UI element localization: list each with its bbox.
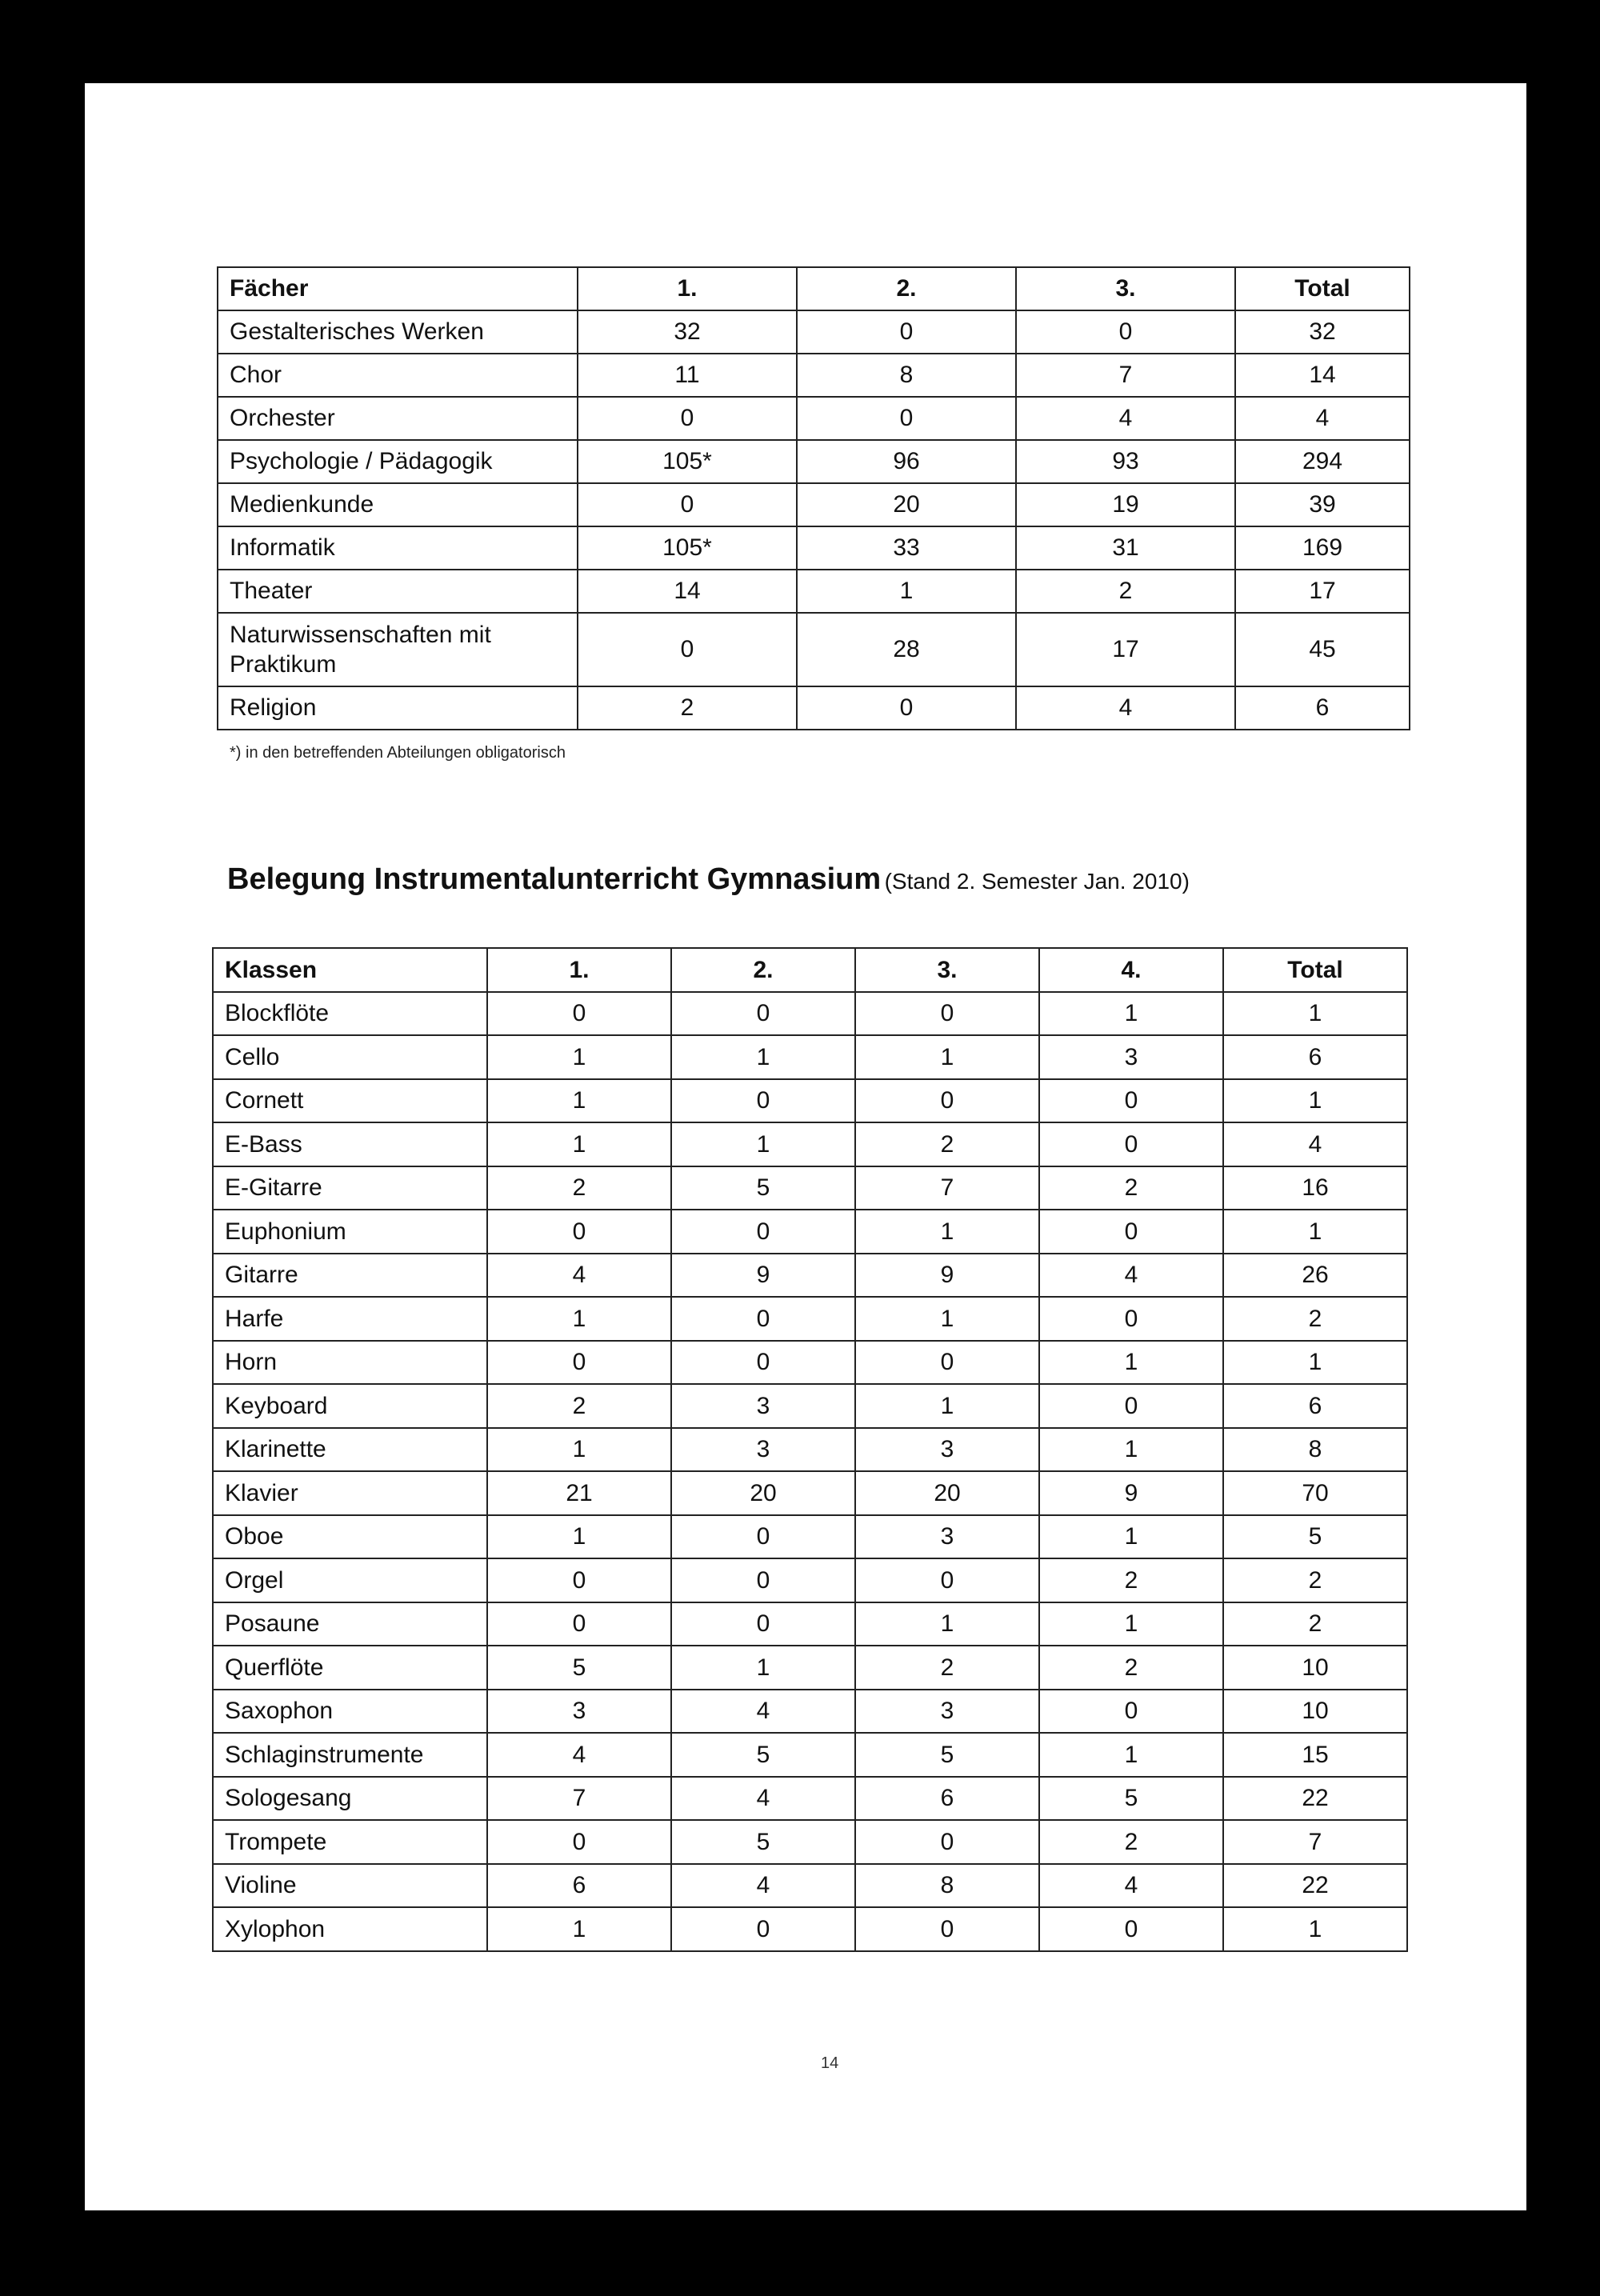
section-heading [227,862,1190,897]
table-cell: 28 [797,613,1016,686]
table-row [218,570,1410,613]
table-cell: 9 [671,1254,855,1298]
table-cell: 6 [1235,686,1410,730]
table-cell: 3 [671,1428,855,1472]
table-cell: 45 [1235,613,1410,686]
table-cell: 2 [1039,1820,1223,1864]
table-cell: 0 [855,1079,1039,1123]
table-cell: 1 [1039,1341,1223,1385]
table-cell: 0 [855,1820,1039,1864]
table-cell: 0 [671,1602,855,1646]
table-cell: 20 [671,1471,855,1515]
row-label: Theater [218,570,578,613]
table-row [213,1428,1407,1472]
row-label: Horn [213,1341,487,1385]
row-label: Klavier [213,1471,487,1515]
table-cell: 17 [1016,613,1235,686]
table-cell: 169 [1235,526,1410,570]
table-cell: 5 [855,1733,1039,1777]
table-cell: 0 [671,1210,855,1254]
table-row [213,992,1407,1036]
column-header: 4. [1039,948,1223,992]
table-cell: 0 [1039,1122,1223,1166]
table-cell: 0 [1039,1907,1223,1951]
table-row [213,1646,1407,1690]
table-cell: 10 [1223,1690,1407,1734]
table-row [218,440,1410,483]
table-cell: 4 [487,1733,671,1777]
table-cell: 105* [578,526,797,570]
table-row [218,686,1410,730]
table-cell: 20 [797,483,1016,526]
row-label: Chor [218,354,578,397]
table-cell: 5 [671,1733,855,1777]
table-cell: 2 [1223,1297,1407,1341]
table-row [213,1341,1407,1385]
table-cell: 9 [1039,1471,1223,1515]
header-row [213,948,1407,992]
table-cell: 4 [487,1254,671,1298]
row-label: Schlaginstrumente [213,1733,487,1777]
table-cell: 0 [671,1515,855,1559]
row-label: Posaune [213,1602,487,1646]
table-cell: 4 [1235,397,1410,440]
table-cell: 2 [487,1384,671,1428]
row-label: Harfe [213,1297,487,1341]
table-cell: 10 [1223,1646,1407,1690]
page-number: 14 [821,2054,839,2072]
table-cell: 6 [855,1777,1039,1821]
table-cell: 3 [487,1690,671,1734]
table-cell: 0 [797,397,1016,440]
table-cell: 1 [855,1384,1039,1428]
table-row [213,1733,1407,1777]
column-header: 1. [578,267,797,310]
table-cell: 2 [1039,1646,1223,1690]
table-cell: 2 [1039,1558,1223,1602]
table-row [218,397,1410,440]
table-cell: 15 [1223,1733,1407,1777]
section-subtitle: (Stand 2. Semester Jan. 2010) [884,869,1190,894]
table-cell: 1 [1039,992,1223,1036]
table-row [213,1297,1407,1341]
table-row [218,310,1410,354]
table-cell: 1 [1039,1602,1223,1646]
table-cell: 294 [1235,440,1410,483]
table-cell: 26 [1223,1254,1407,1298]
document-page [85,83,1526,2210]
row-label: Religion [218,686,578,730]
table-row [213,1035,1407,1079]
table-cell: 1 [487,1515,671,1559]
table-cell: 1 [671,1122,855,1166]
table-cell: 1 [487,1297,671,1341]
row-label: Gestalterisches Werken [218,310,578,354]
table-row [218,526,1410,570]
table-row [213,1558,1407,1602]
row-label: Klarinette [213,1428,487,1472]
column-header: 2. [671,948,855,992]
table-cell: 6 [1223,1035,1407,1079]
row-label: Cornett [213,1079,487,1123]
subjects-table [217,266,1410,730]
table-cell: 0 [671,992,855,1036]
row-label: Xylophon [213,1907,487,1951]
column-header: Klassen [213,948,487,992]
table-row [218,613,1410,686]
table-row [213,1515,1407,1559]
table-cell: 0 [578,483,797,526]
table-cell: 21 [487,1471,671,1515]
table-cell: 0 [1039,1297,1223,1341]
table-row [213,1384,1407,1428]
table-cell: 6 [1223,1384,1407,1428]
row-label: Sologesang [213,1777,487,1821]
table-cell: 0 [578,397,797,440]
table-cell: 1 [1223,1907,1407,1951]
table-cell: 0 [671,1907,855,1951]
table-cell: 5 [487,1646,671,1690]
table-row [213,1471,1407,1515]
row-label: Keyboard [213,1384,487,1428]
table-cell: 5 [1039,1777,1223,1821]
table-cell: 1 [487,1428,671,1472]
column-header: Total [1235,267,1410,310]
table-cell: 3 [855,1690,1039,1734]
row-label: E-Bass [213,1122,487,1166]
table-cell: 0 [1039,1384,1223,1428]
table-cell: 105* [578,440,797,483]
table-cell: 4 [671,1777,855,1821]
row-label: Psychologie / Pädagogik [218,440,578,483]
row-label: Naturwissenschaften mit Praktikum [218,613,578,686]
table-row [213,1690,1407,1734]
table-cell: 1 [797,570,1016,613]
table-cell: 19 [1016,483,1235,526]
row-label: E-Gitarre [213,1166,487,1210]
table-row [213,1254,1407,1298]
table-cell: 39 [1235,483,1410,526]
row-label: Cello [213,1035,487,1079]
table-cell: 2 [487,1166,671,1210]
table-row [213,1864,1407,1908]
table-cell: 1 [487,1907,671,1951]
table-cell: 16 [1223,1166,1407,1210]
table-cell: 11 [578,354,797,397]
table-cell: 14 [1235,354,1410,397]
table-row [213,1079,1407,1123]
table-cell: 4 [1039,1254,1223,1298]
table-cell: 1 [855,1297,1039,1341]
table-cell: 0 [578,613,797,686]
table-cell: 14 [578,570,797,613]
table-cell: 31 [1016,526,1235,570]
row-label: Medienkunde [218,483,578,526]
table-cell: 1 [487,1035,671,1079]
table-row [213,1210,1407,1254]
row-label: Orchester [218,397,578,440]
table-cell: 1 [1223,1341,1407,1385]
table-cell: 0 [671,1341,855,1385]
instrument-table [212,947,1408,1952]
table-cell: 17 [1235,570,1410,613]
table-cell: 4 [1016,686,1235,730]
row-label: Trompete [213,1820,487,1864]
table-cell: 1 [1039,1733,1223,1777]
table-cell: 9 [855,1254,1039,1298]
table-cell: 33 [797,526,1016,570]
column-header: 1. [487,948,671,992]
table-cell: 1 [1039,1515,1223,1559]
table-cell: 8 [1223,1428,1407,1472]
table-cell: 2 [578,686,797,730]
row-label: Violine [213,1864,487,1908]
footnote: *) in den betreffenden Abteilungen obligatorisch [230,744,566,762]
table-cell: 1 [1223,992,1407,1036]
table-cell: 1 [855,1602,1039,1646]
table-cell: 0 [1039,1079,1223,1123]
table-cell: 7 [1016,354,1235,397]
column-header: 3. [855,948,1039,992]
table-cell: 0 [671,1079,855,1123]
table-cell: 1 [487,1079,671,1123]
table-cell: 1 [671,1646,855,1690]
table-cell: 70 [1223,1471,1407,1515]
table-cell: 5 [1223,1515,1407,1559]
table-cell: 0 [487,992,671,1036]
table-cell: 96 [797,440,1016,483]
table-cell: 7 [855,1166,1039,1210]
table-row [213,1166,1407,1210]
table-cell: 1 [671,1035,855,1079]
table-cell: 2 [1223,1602,1407,1646]
table-cell: 3 [855,1428,1039,1472]
table-cell: 20 [855,1471,1039,1515]
table-cell: 0 [855,1341,1039,1385]
table-cell: 0 [487,1341,671,1385]
table-cell: 1 [487,1122,671,1166]
table-cell: 0 [487,1820,671,1864]
table-cell: 22 [1223,1777,1407,1821]
table-cell: 22 [1223,1864,1407,1908]
table-cell: 0 [487,1210,671,1254]
table-cell: 8 [855,1864,1039,1908]
table-cell: 1 [1039,1428,1223,1472]
column-header: Total [1223,948,1407,992]
table-cell: 93 [1016,440,1235,483]
table-row [213,1820,1407,1864]
table-cell: 1 [855,1210,1039,1254]
table-cell: 0 [671,1558,855,1602]
table-cell: 5 [671,1820,855,1864]
table-cell: 6 [487,1864,671,1908]
table-cell: 0 [797,310,1016,354]
table-cell: 4 [1223,1122,1407,1166]
table-cell: 0 [1016,310,1235,354]
column-header: Fächer [218,267,578,310]
table-cell: 8 [797,354,1016,397]
table-row [213,1602,1407,1646]
table-cell: 0 [855,1907,1039,1951]
table-cell: 5 [671,1166,855,1210]
table-cell: 0 [855,992,1039,1036]
table-cell: 1 [1223,1079,1407,1123]
row-label: Saxophon [213,1690,487,1734]
row-label: Gitarre [213,1254,487,1298]
section-title: Belegung Instrumentalunterricht Gymnasium [227,862,882,896]
row-label: Querflöte [213,1646,487,1690]
table-cell: 0 [855,1558,1039,1602]
table-cell: 0 [671,1297,855,1341]
table-row [218,483,1410,526]
table-cell: 4 [1016,397,1235,440]
table-cell: 2 [1016,570,1235,613]
table-cell: 2 [1039,1166,1223,1210]
table-cell: 0 [797,686,1016,730]
table-cell: 2 [1223,1558,1407,1602]
table-cell: 3 [855,1515,1039,1559]
table-cell: 4 [671,1864,855,1908]
table-row [218,354,1410,397]
table-cell: 7 [487,1777,671,1821]
table-cell: 32 [1235,310,1410,354]
row-label: Orgel [213,1558,487,1602]
table-cell: 3 [671,1384,855,1428]
row-label: Informatik [218,526,578,570]
table-cell: 4 [671,1690,855,1734]
table-cell: 4 [1039,1864,1223,1908]
table-cell: 0 [487,1602,671,1646]
row-label: Euphonium [213,1210,487,1254]
table-cell: 0 [487,1558,671,1602]
column-header: 3. [1016,267,1235,310]
table-cell: 0 [1039,1210,1223,1254]
table-cell: 0 [1039,1690,1223,1734]
table-cell: 1 [855,1035,1039,1079]
row-label: Blockflöte [213,992,487,1036]
table-cell: 2 [855,1122,1039,1166]
header-row [218,267,1410,310]
row-label: Oboe [213,1515,487,1559]
table-cell: 1 [1223,1210,1407,1254]
table-cell: 2 [855,1646,1039,1690]
table-row [213,1777,1407,1821]
table-row [213,1907,1407,1951]
table-cell: 7 [1223,1820,1407,1864]
table-row [213,1122,1407,1166]
table-cell: 32 [578,310,797,354]
column-header: 2. [797,267,1016,310]
table-cell: 3 [1039,1035,1223,1079]
